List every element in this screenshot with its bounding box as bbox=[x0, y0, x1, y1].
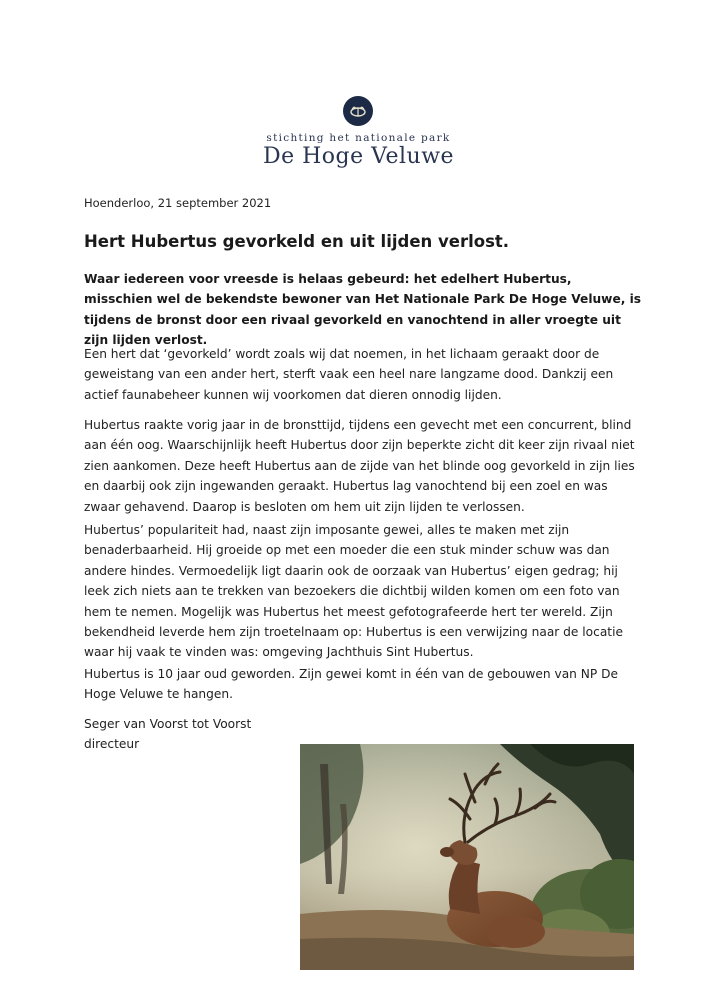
org-name-small: stichting het nationale park bbox=[266, 132, 451, 144]
body-paragraph: Hubertus’ populariteit had, naast zijn imposante gewei, alles te maken met zijn benaderbaarheid. Hij groeide op met een moeder die een stuk minder schuw was dan andere hindes. Vermoedelijk ligt daarin ook de oorzaak van Hubertus’ eigen gedrag; hij leek zich niets aan te trekken van bezoekers die dichtbij wilden komen om een foto van hem te nemen. Mogelijk was Hubertus het meest gefotografeerde hert ter wereld. Zijn bekendheid leverde hem zijn troetelnaam op: Hubertus is een verwijzing naar de locatie waar hij vaak te vinden was: omgeving Jachthuis Sint Hubertus. bbox=[84, 523, 623, 660]
org-name-large: De Hoge Veluwe bbox=[262, 144, 455, 169]
page-title: Hert Hubertus gevorkeld en uit lijden verlost. bbox=[84, 232, 510, 251]
body-paragraph: Hubertus raakte vorig jaar in de bronsttijd, tijdens een gevecht met een concurrent, blind aan één oog. Waarschijnlijk heeft Hubertus door zijn beperkte zicht dit keer zijn rivaal niet zien aankomen. Deze heeft Hubertus aan de zijde van het blinde oog gevorkeld in zijn lies en daarbij ook zijn ingewanden geraakt. Hubertus lag vanochtend bij een zoel en was zwaar gehavend. Daarop is besloten om hem uit zijn lijden te verlossen. bbox=[84, 418, 635, 514]
body-paragraph: Een hert dat ‘gevorkeld’ wordt zoals wij dat noemen, in het lichaam geraakt door de geweistang van een ander hert, sterft vaak een heel nare langzame dood. Dankzij een actief faunabeheer kunnen wij voorkomen dat dieren onnodig lijden. bbox=[84, 347, 614, 402]
deer-photo bbox=[300, 744, 634, 970]
signature-title: directeur bbox=[84, 737, 140, 752]
body-paragraph: Hubertus is 10 jaar oud geworden. Zijn gewei komt in één van de gebouwen van NP De Hoge Veluwe te hangen. bbox=[84, 667, 618, 702]
letter-date: Hoenderloo, 21 september 2021 bbox=[84, 196, 272, 210]
lead-paragraph: Waar iedereen voor vreesde is helaas gebeurd: het edelhert Hubertus, misschien wel de bekendste bewoner van Het Nationale Park De Hoge Veluwe, is tijdens de bronst door een rivaal gevorkeld en vanochtend in aller vroegte uit zijn lijden verlost. bbox=[84, 272, 642, 348]
signature-name: Seger van Voorst tot Voorst bbox=[84, 717, 252, 731]
park-logo-icon bbox=[343, 96, 373, 126]
